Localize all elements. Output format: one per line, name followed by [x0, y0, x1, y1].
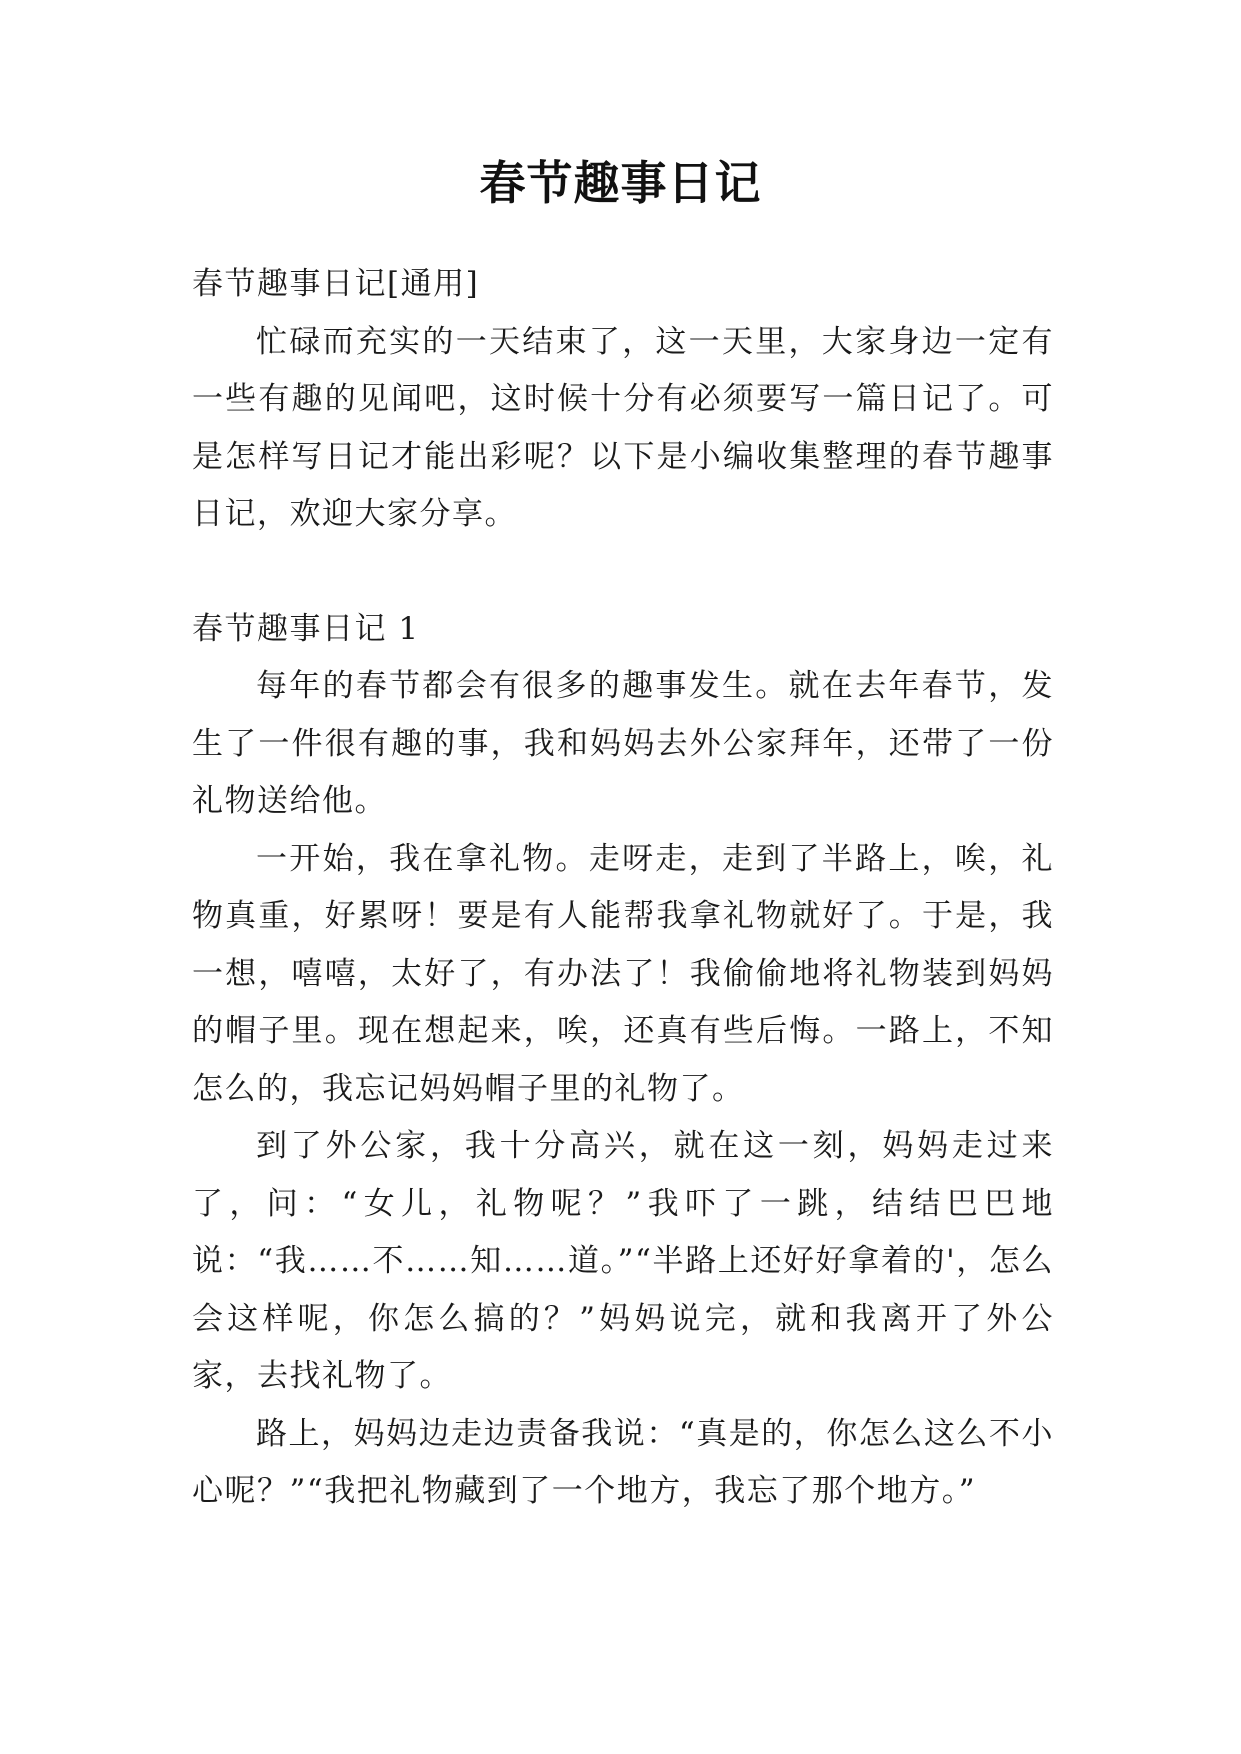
- document-body: [192, 256, 1054, 1521]
- body-paragraph: 路上，妈妈边走边责备我说：“真是的，你怎么这么不小心呢？”“我把礼物藏到了一个地方，我忘了那个地方。”: [192, 1415, 1054, 1509]
- intro-heading: 春节趣事日记[通用]: [192, 266, 480, 302]
- section-spacer: [192, 544, 1054, 601]
- document-title: 春节趣事日记: [479, 156, 762, 210]
- body-paragraph: 每年的春节都会有很多的趣事发生。就在去年春节，发生了一件很有趣的事，我和妈妈去外公家拜年，还带了一份礼物送给他。: [192, 668, 1054, 819]
- intro-paragraph: 忙碌而充实的一天结束了，这一天里，大家身边一定有一些有趣的见闻吧，这时候十分有必须要写一篇日记了。可是怎样写日记才能出彩呢？以下是小编收集整理的春节趣事日记，欢迎大家分享。: [192, 323, 1054, 532]
- body-paragraph: 到了外公家，我十分高兴，就在这一刻，妈妈走过来了，问：“女儿，礼物呢？”我吓了一跳，结结巴巴地说：“我……不……知……道。”“半路上还好好拿着的'，怎么会这样呢，你怎么搞的？”妈妈说完，就和我离开了外公家，去找礼物了。: [192, 1128, 1054, 1394]
- section-heading: 春节趣事日记 1: [192, 610, 420, 647]
- body-paragraph: 一开始，我在拿礼物。走呀走，走到了半路上，唉，礼物真重，好累呀！要是有人能帮我拿礼物就好了。于是，我一想，嘻嘻，太好了，有办法了！我偷偷地将礼物装到妈妈的帽子里。现在想起来，唉，还真有些后悔。一路上，不知怎么的，我忘记妈妈帽子里的礼物了。: [192, 840, 1054, 1107]
